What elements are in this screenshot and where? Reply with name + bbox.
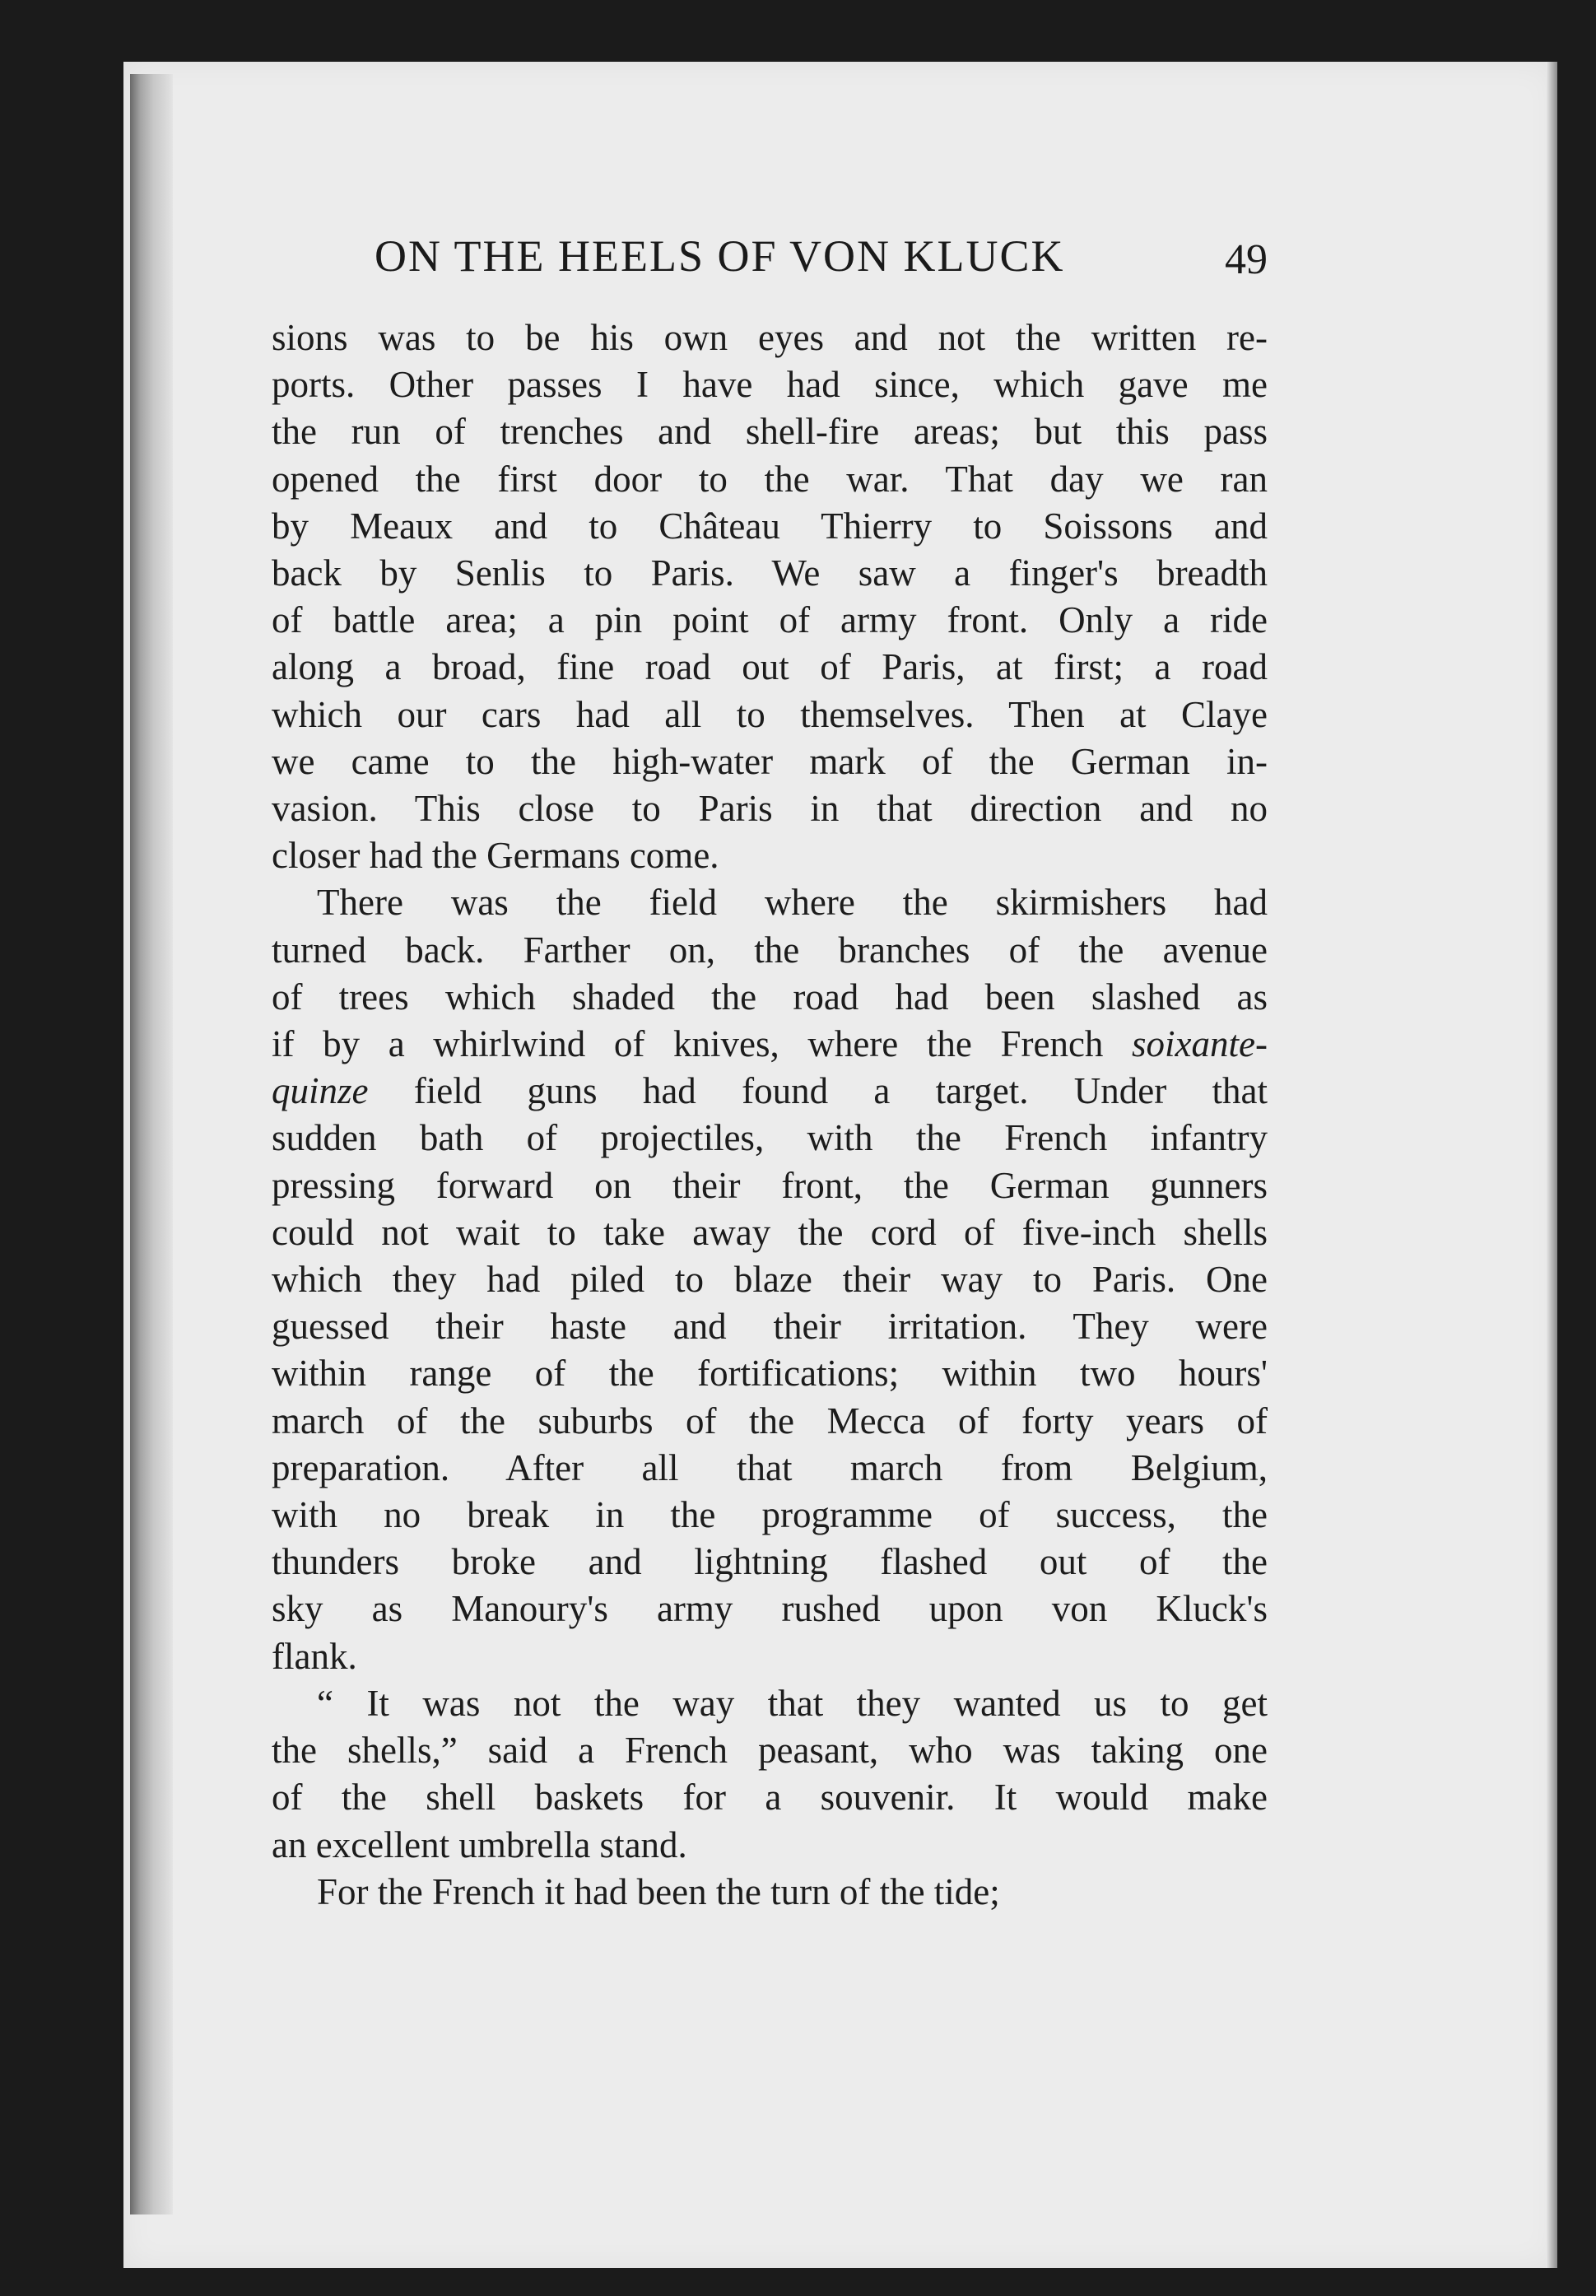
body-text	[272, 314, 1268, 1916]
text-line: turned back. Farther on, the branches of the avenue	[272, 929, 1268, 971]
text-line: sions was to be his own eyes and not the written re-	[272, 317, 1268, 358]
text-line: vasion. This close to Paris in that direction and no	[272, 788, 1268, 830]
text-line: along a broad, fine road out of Paris, at first; a road	[272, 646, 1268, 688]
text-line: within range of the fortifications; within two hours'	[272, 1353, 1268, 1395]
page-gutter	[130, 74, 173, 2214]
paragraph	[272, 1869, 1268, 1916]
text-line: of the shell baskets for a souvenir. It would make	[272, 1777, 1268, 1819]
text-line: of trees which shaded the road had been slashed as	[272, 976, 1268, 1018]
running-title: ON THE HEELS OF VON KLUCK	[375, 231, 1065, 281]
text-line: march of the suburbs of the Mecca of forty years of	[272, 1399, 1268, 1441]
text-line: sudden bath of projectiles, with the French infantry	[272, 1117, 1268, 1159]
text-line: an excellent umbrella stand.	[272, 1823, 687, 1865]
text-line: thunders broke and lightning flashed out of the	[272, 1541, 1268, 1583]
text-line: flank.	[272, 1635, 357, 1677]
text-line: quinze field guns had found a target. Under that	[272, 1070, 1268, 1112]
paragraph	[272, 1680, 1268, 1869]
text-line: For the French it had been the turn of the tide;	[317, 1870, 1000, 1912]
page-number: 49	[1225, 236, 1268, 283]
paragraph	[272, 879, 1268, 1679]
text-line: ports. Other passes I have had since, which gave me	[272, 364, 1268, 406]
page-edge-shadow	[1546, 62, 1557, 2268]
text-line: of battle area; a pin point of army front. Only a ride	[272, 599, 1268, 641]
text-line: with no break in the programme of success, the	[272, 1494, 1268, 1536]
text-line: closer had the Germans come.	[272, 835, 719, 877]
running-head	[272, 231, 1268, 305]
text-line: “ It was not the way that they wanted us to get	[317, 1682, 1268, 1724]
text-line: by Meaux and to Château Thierry to Soissons and	[272, 505, 1268, 547]
text-line: could not wait to take away the cord of five-inch shells	[272, 1211, 1268, 1253]
text-line: the shells,” said a French peasant, who was taking one	[272, 1730, 1268, 1772]
text-line: we came to the high-water mark of the German in-	[272, 740, 1268, 782]
text-line: back by Senlis to Paris. We saw a finger's breadth	[272, 552, 1268, 594]
text-line: There was the field where the skirmishers had	[317, 882, 1268, 924]
text-line: which our cars had all to themselves. Then at Claye	[272, 693, 1268, 735]
italic-phrase: quinze	[272, 1070, 369, 1112]
text-line: if by a whirlwind of knives, where the French soixante-	[272, 1023, 1268, 1065]
italic-phrase: soixante-	[1132, 1023, 1268, 1065]
text-line: sky as Manoury's army rushed upon von Kluck's	[272, 1588, 1268, 1630]
text-line: which they had piled to blaze their way to Paris. One	[272, 1259, 1268, 1301]
text-line: opened the first door to the war. That day we ran	[272, 458, 1268, 500]
text-line: guessed their haste and their irritation. They were	[272, 1306, 1268, 1348]
text-line: preparation. After all that march from Belgium,	[272, 1446, 1268, 1488]
paragraph	[272, 314, 1268, 879]
text-line: the run of trenches and shell-fire areas; but this pass	[272, 411, 1268, 453]
text-line: pressing forward on their front, the German gunners	[272, 1164, 1268, 1206]
